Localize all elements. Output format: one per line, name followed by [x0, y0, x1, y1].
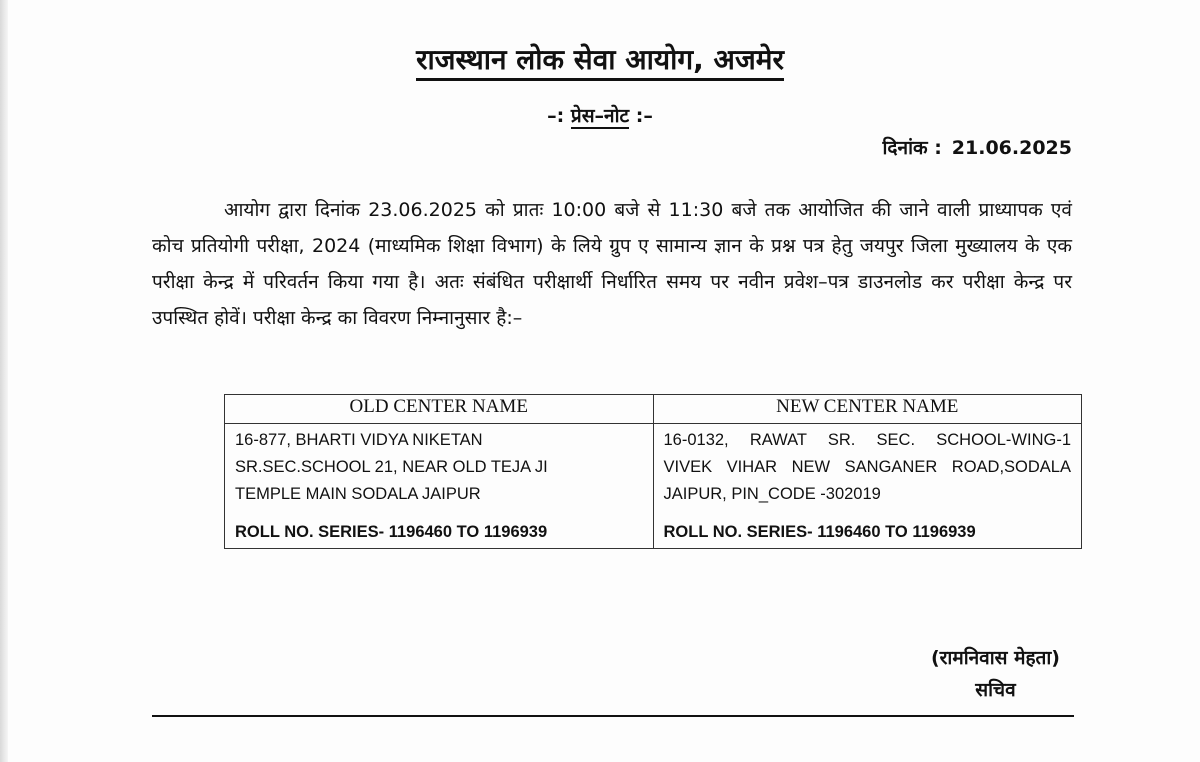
- press-note-heading: [0, 102, 1200, 128]
- press-note-suffix: :–: [635, 105, 653, 127]
- old-address-line: TEMPLE MAIN SODALA JAIPUR: [235, 485, 481, 503]
- new-center-address: [664, 427, 1072, 511]
- press-note-label: प्रेस–नोट: [570, 105, 630, 127]
- new-address-line: 16-0132, RAWAT SR. SEC. SCHOOL-WING-1: [663, 431, 1071, 449]
- date-value: 21.06.2025: [951, 137, 1072, 159]
- new-roll-series: ROLL NO. SERIES- 1196460 TO 1196939: [663, 523, 976, 541]
- new-address-line: JAIPUR, PIN_CODE -302019: [663, 485, 881, 503]
- date-line: [883, 134, 1072, 160]
- press-note-prefix: –:: [547, 105, 565, 127]
- date-label: दिनांक :: [882, 137, 942, 159]
- old-center-address: [235, 427, 643, 511]
- signatory-name: (रामनिवास मेहता): [930, 647, 1060, 669]
- old-center-header: OLD CENTER NAME: [225, 395, 654, 424]
- document-title: [0, 40, 1200, 78]
- table-header-row: [225, 395, 1082, 424]
- signatory-designation: सचिव: [975, 679, 1016, 701]
- center-change-table: [224, 394, 1082, 549]
- old-center-cell: [225, 424, 654, 549]
- notice-paragraph: आयोग द्वारा दिनांक 23.06.2025 को प्रातः 10:00 बजे से 11:30 बजे तक आयोजित की जाने वाली प्राध्यापक एवं कोच प्रतियोगी परीक्षा, 2024 (माध्यमिक शिक्षा विभाग) के लिये ग्रुप ए सामान्य ज्ञान के प्रश्न पत्र हेतु जयपुर जिला मुख्यालय के एक परीक्षा केन्द्र में परिवर्तन किया गया है। अतः संबंधित परीक्षार्थी निर्धारित समय पर नवीन प्रवेश–पत्र डाउनलोड कर परीक्षा केन्द्र पर उपस्थित होवें। परीक्षा केन्द्र का विवरण निम्नानुसार है:–: [152, 199, 1072, 329]
- new-address-line: VIVEK VIHAR NEW SANGANER ROAD,SODALA: [663, 458, 1071, 476]
- old-address-line: SR.SEC.SCHOOL 21, NEAR OLD TEJA JI: [235, 458, 548, 476]
- old-roll-series: ROLL NO. SERIES- 1196460 TO 1196939: [235, 523, 548, 541]
- title-text: राजस्थान लोक सेवा आयोग, अजमेर: [416, 43, 784, 81]
- table-row: [225, 424, 1082, 549]
- new-center-header: NEW CENTER NAME: [653, 395, 1082, 424]
- footer-rule: [152, 715, 1074, 717]
- signature-block: [931, 642, 1060, 706]
- new-center-cell: [653, 424, 1082, 549]
- old-address-line: 16-877, BHARTI VIDYA NIKETAN: [235, 431, 483, 449]
